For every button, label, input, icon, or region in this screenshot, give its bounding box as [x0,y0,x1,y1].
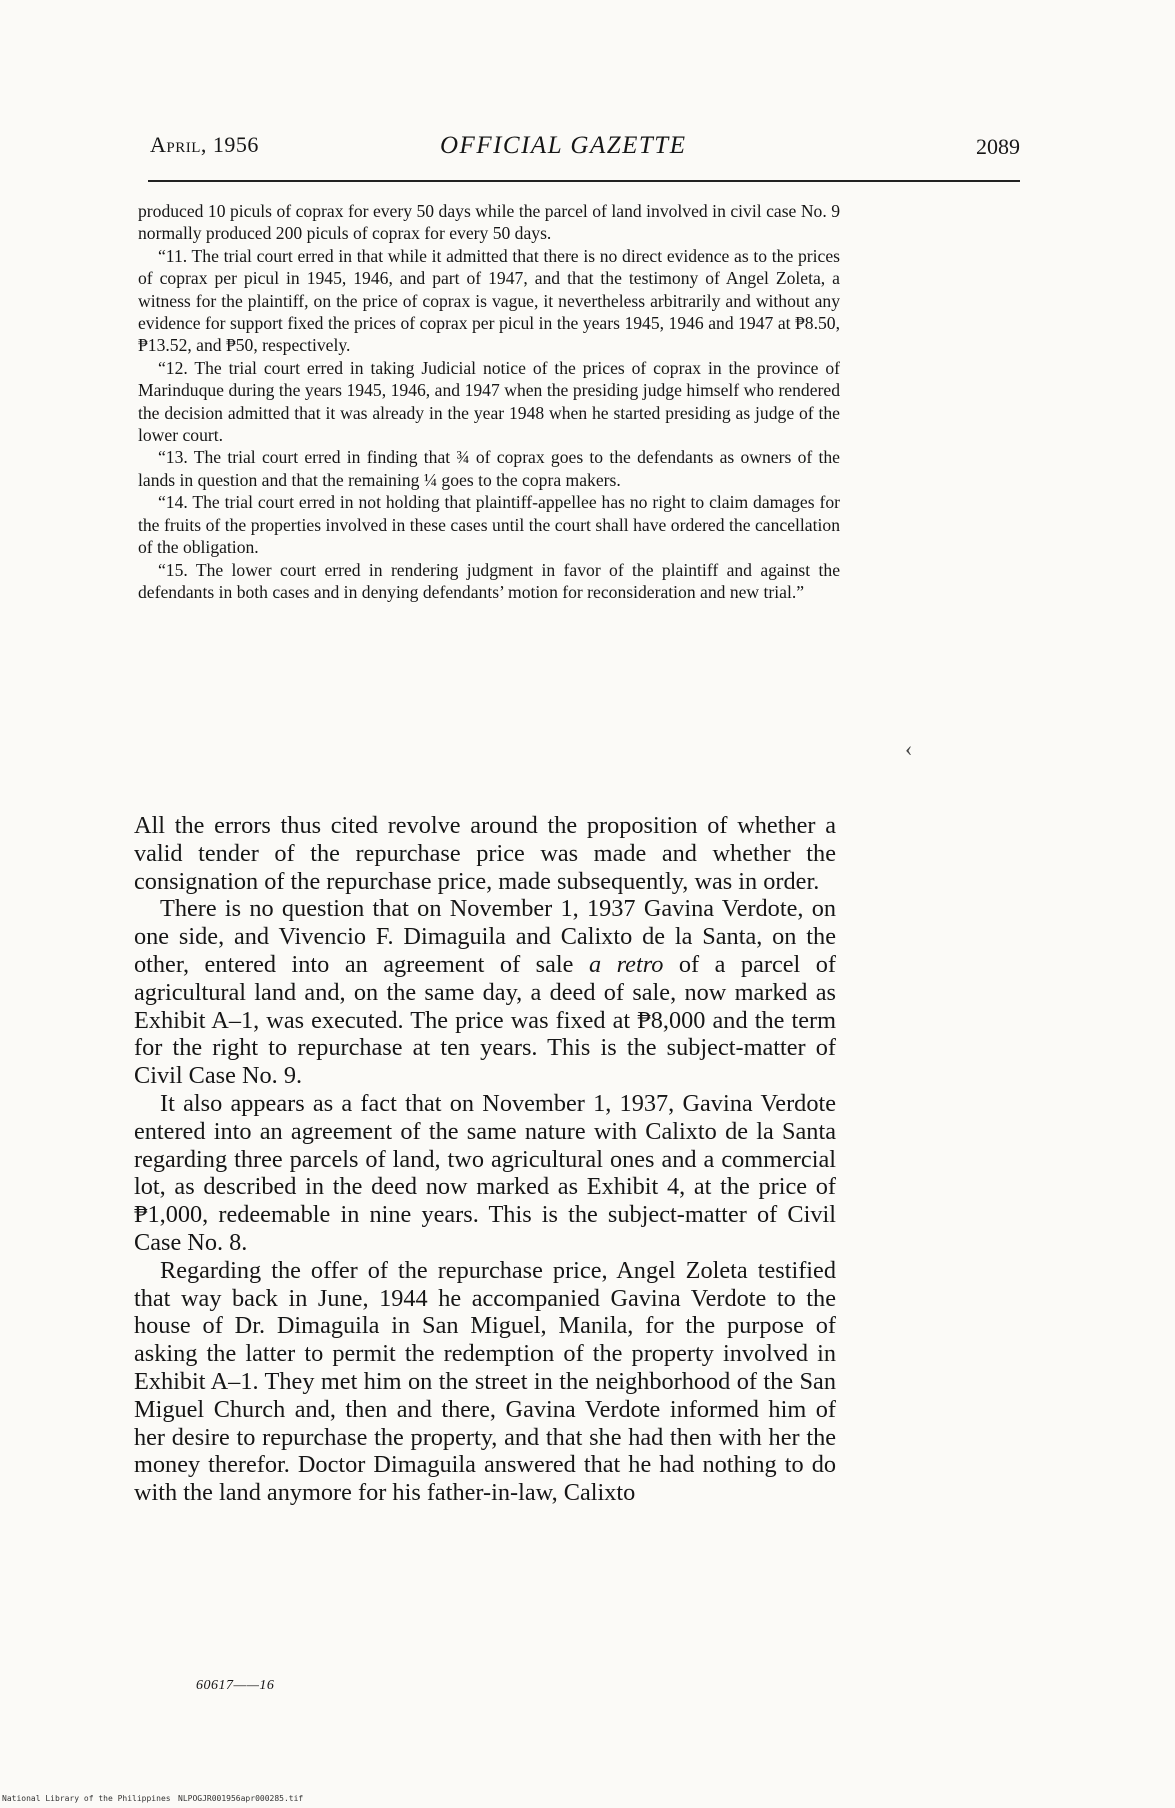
header-rule [148,180,1020,182]
page-number: 2089 [976,134,1020,159]
scan-metadata-strip [0,1788,1175,1808]
quoted-error-11: “11. The trial court erred in that while it admitted that there is no direct evidence as to the prices of coprax per picul in 1945, 1946, and part of 1947, and that the testimony of Angel Zoleta, a witness for the plaintiff, on the price of coprax is vague, it nevertheless arbitrarily and without any evidence for support fixed the prices of coprax per picul in the years 1945, 1946 and 1947 at ₱8.50, ₱13.52, and ₱50, respectively. [138,245,840,356]
latin-term-a-retro: a retro [588,950,664,978]
quoted-assignment-of-errors [138,200,840,603]
scan-library-name: National Library of the Philippines [2,1794,171,1803]
quoted-error-12: “12. The trial court erred in taking Judicial notice of the prices of coprax in the province of Marinduque during the years 1945, 1946, and 1947 when the presiding judge himself who rendered the decision admitted that it was already in the year 1948 when he started presiding as judge of the lower court. [138,357,840,446]
decision-body [134,812,836,1507]
quoted-error-15: “15. The lower court erred in rendering judgment in favor of the plaintiff and against the defendants in both cases and in denying defendants’ motion for reconsideration and new trial.” [138,559,840,602]
body-paragraph-repurchase-offer: Regarding the offer of the repurchase price, Angel Zoleta testified that way back in June, 1944 he accompanied Gavina Verdote to the house of Dr. Dimaguila in San Miguel, Manila, for the purpose of asking the latter to permit the redemption of the property involved in Exhibit A–1. They met him on the street in the neighborhood of the San Miguel Church and, then and there, Gavina Verdote informed him of her desire to repurchase the property, and that she had then with her the money therefor. Doctor Dimaguila answered that he had nothing to do with the land anymore for his father-in-law, Calixto [134,1256,836,1507]
scan-file-name: NLPOGJR001956apr000285.tif [178,1794,304,1803]
body-paragraph-second-agreement: It also appears as a fact that on November 1, 1937, Gavina Verdote entered into an agreement of the same nature with Calixto de la Santa regarding three parcels of land, two agricultural ones and a commercial lot, as described in the deed now marked as Exhibit 4, at the price of ₱1,000, redeemable in nine years. This is the subject-matter of Civil Case No. 8. [134,1089,836,1256]
quoted-paragraph-continuation: produced 10 piculs of coprax for every 50 days while the parcel of land involved in civil case No. 9 normally produced 200 piculs of coprax for every 50 days. [138,201,840,244]
page-header [150,132,1020,172]
print-job-code: 60617——16 [196,1678,275,1693]
issue-date: April, 1956 [150,132,259,157]
quoted-error-14: “14. The trial court erred in not holding that plaintiff-appellee has no right to claim damages for the fruits of the properties involved in these cases until the court shall have ordered the cancellation of the obligation. [138,492,840,558]
stray-pen-mark: ‹ [905,736,913,761]
quoted-error-13: “13. The trial court erred in finding that ¾ of coprax goes to the defendants as owners of the lands in question and that the remaining ¼ goes to the copra makers. [138,447,840,490]
publication-title: OFFICIAL GAZETTE [440,132,687,159]
body-paragraph-errors-revolve: All the errors thus cited revolve around the proposition of whether a valid tender of the repurchase price was made and whether the consignation of the repurchase price, made subsequently, was in order. [134,812,836,895]
body-paragraph-agreement-1937 [134,895,836,1090]
body-text-segment: There is no question that on November 1, 1937 Gavina Verdote, on one side, and Vivencio F. Dimaguila and Calixto de la Santa, on the other, entered into an agreement of sale [134,895,836,978]
body-text-segment: of a parcel of agricultural land and, on the same day, a deed of sale, now marked as Exhibit A–1, was executed. The price was fixed at ₱8,000 and the term for the right to repurchase at ten years. This is the subject-matter of Civil Case No. 9. [134,950,837,1090]
